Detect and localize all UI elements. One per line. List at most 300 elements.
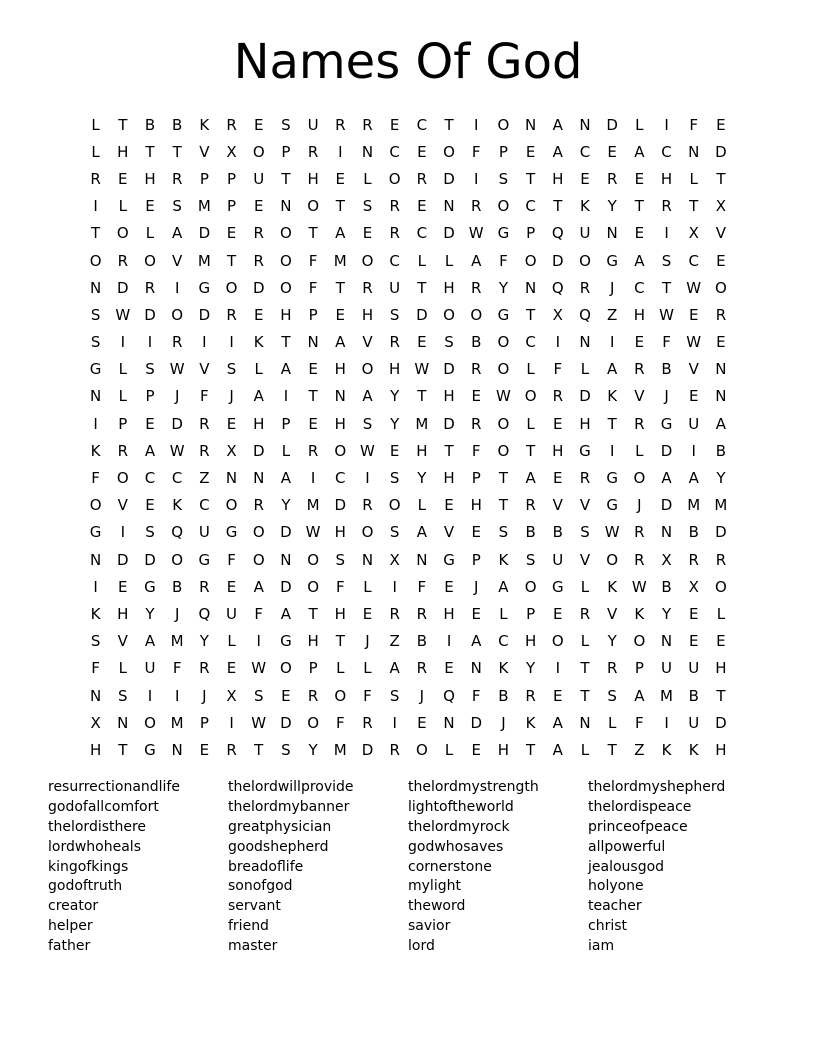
- grid-letter: V: [199, 142, 210, 161]
- grid-letter: T: [118, 115, 128, 134]
- grid-letter: R: [335, 115, 346, 134]
- grid-letter: V: [715, 224, 727, 243]
- grid-letter: A: [634, 251, 645, 270]
- grid-letter: R: [307, 142, 319, 161]
- grid-letter: N: [715, 387, 727, 406]
- grid-letter: L: [227, 632, 236, 651]
- grid-letter: N: [307, 333, 319, 352]
- grid-letter: L: [91, 115, 100, 134]
- grid-letter: Y: [417, 469, 427, 488]
- grid-letter: T: [634, 197, 644, 216]
- grid-letter: S: [281, 740, 291, 759]
- grid-letter: F: [254, 604, 264, 623]
- grid-letter: L: [716, 604, 726, 623]
- grid-letter: F: [471, 686, 481, 705]
- grid-letter: A: [280, 604, 292, 623]
- grid-letter: A: [688, 469, 699, 488]
- word-list-item: helper: [48, 918, 93, 935]
- grid-letter: T: [335, 278, 345, 297]
- grid-letter: O: [497, 360, 510, 379]
- grid-letter: W: [251, 659, 267, 678]
- grid-letter: T: [607, 740, 617, 759]
- grid-letter: H: [524, 632, 537, 651]
- grid-letter: R: [90, 169, 101, 188]
- grid-letter: R: [117, 441, 128, 460]
- grid-letter: D: [443, 414, 455, 433]
- grid-letter: E: [716, 333, 726, 352]
- grid-letter: H: [579, 414, 591, 433]
- grid-letter: E: [118, 577, 128, 596]
- grid-letter: O: [89, 251, 102, 270]
- grid-letter: Q: [198, 604, 211, 623]
- grid-letter: E: [688, 632, 699, 651]
- grid-letter: H: [443, 604, 455, 623]
- grid-letter: D: [416, 305, 428, 324]
- grid-letter: C: [389, 251, 400, 270]
- grid-letter: R: [199, 414, 210, 433]
- word-list-item: thelordmyshepherd: [588, 779, 726, 795]
- word-list-item: sonofgod: [228, 878, 293, 895]
- grid-letter: B: [688, 686, 699, 705]
- grid-letter: A: [144, 441, 156, 460]
- grid-letter: R: [199, 441, 210, 460]
- grid-letter: R: [307, 441, 319, 460]
- grid-letter: E: [417, 713, 427, 732]
- grid-letter: S: [389, 523, 400, 542]
- grid-letter: W: [169, 360, 185, 379]
- grid-letter: O: [280, 251, 292, 270]
- grid-letter: D: [280, 713, 292, 732]
- grid-letter: O: [524, 251, 537, 270]
- grid-letter: F: [335, 577, 345, 596]
- word-list-item: cornerstone: [408, 858, 492, 875]
- grid-letter: J: [664, 387, 669, 406]
- grid-letter: I: [365, 469, 370, 488]
- grid-letter: O: [252, 550, 265, 569]
- grid-letter: S: [525, 550, 536, 569]
- grid-letter: X: [661, 550, 672, 569]
- grid-letter: R: [416, 169, 428, 188]
- grid-letter: E: [634, 333, 645, 352]
- grid-letter: N: [606, 224, 618, 243]
- grid-letter: G: [660, 414, 673, 433]
- grid-letter: N: [579, 115, 591, 134]
- grid-letter: E: [716, 632, 726, 651]
- grid-letter: R: [688, 550, 699, 569]
- grid-letter: S: [661, 251, 672, 270]
- grid-letter: E: [335, 305, 346, 324]
- grid-letter: T: [526, 740, 536, 759]
- grid-letter: E: [444, 577, 454, 596]
- grid-letter: E: [362, 224, 373, 243]
- grid-letter: H: [89, 740, 102, 759]
- grid-letter: P: [227, 197, 237, 216]
- grid-letter: V: [443, 523, 455, 542]
- grid-letter: T: [580, 686, 590, 705]
- grid-letter: O: [280, 278, 292, 297]
- grid-letter: A: [362, 387, 373, 406]
- grid-letter: H: [389, 360, 401, 379]
- grid-letter: C: [661, 142, 672, 161]
- grid-letter: K: [661, 740, 672, 759]
- grid-letter: P: [308, 659, 318, 678]
- grid-letter: R: [199, 659, 210, 678]
- grid-letter: K: [199, 115, 210, 134]
- grid-letter: H: [334, 360, 346, 379]
- grid-letter: D: [144, 550, 156, 569]
- grid-letter: A: [280, 469, 292, 488]
- grid-letter: G: [606, 469, 618, 488]
- grid-letter: T: [254, 740, 264, 759]
- grid-letter: B: [688, 523, 699, 542]
- grid-letter: T: [281, 169, 291, 188]
- grid-letter: L: [118, 360, 127, 379]
- grid-letter: W: [659, 305, 674, 324]
- grid-letter: H: [280, 305, 292, 324]
- grid-letter: J: [174, 604, 180, 623]
- grid-letter: R: [253, 224, 264, 243]
- grid-letter: D: [361, 740, 374, 759]
- grid-letter: R: [253, 251, 264, 270]
- grid-letter: E: [417, 333, 427, 352]
- grid-letter: L: [635, 441, 644, 460]
- grid-letter: P: [199, 713, 209, 732]
- word-column: [48, 778, 228, 957]
- grid-letter: X: [688, 224, 699, 243]
- grid-letter: G: [606, 251, 618, 270]
- grid-letter: A: [335, 333, 346, 352]
- grid-letter: D: [606, 115, 618, 134]
- grid-letter: N: [688, 142, 700, 161]
- grid-letter: D: [334, 496, 347, 515]
- grid-letter: K: [253, 333, 264, 352]
- grid-letter: A: [389, 659, 400, 678]
- grid-letter: Z: [634, 740, 645, 759]
- grid-letter: I: [555, 333, 560, 352]
- grid-letter: U: [144, 659, 156, 678]
- word-list-item: jealousgod: [588, 858, 665, 875]
- grid-letter: F: [200, 387, 209, 406]
- word-list-item: lightoftheworld: [408, 798, 514, 815]
- grid-letter: K: [525, 713, 536, 732]
- word-list-item: princeofpeace: [588, 818, 688, 835]
- page-title: Names Of God: [233, 34, 583, 90]
- grid-letter: A: [552, 142, 563, 161]
- grid-letter: O: [144, 713, 156, 732]
- grid-letter: T: [716, 169, 726, 188]
- grid-letter: K: [498, 550, 509, 569]
- grid-letter: I: [664, 224, 669, 243]
- word-column: [588, 778, 768, 957]
- grid-letter: E: [226, 224, 237, 243]
- grid-letter: V: [172, 251, 183, 270]
- grid-letter: J: [609, 278, 615, 297]
- grid-letter: D: [443, 169, 455, 188]
- grid-letter: O: [606, 550, 619, 569]
- grid-letter: T: [444, 115, 454, 134]
- grid-letter: D: [252, 278, 265, 297]
- grid-letter: B: [471, 333, 482, 352]
- grid-letter: I: [283, 387, 289, 406]
- grid-letter: N: [443, 713, 455, 732]
- grid-letter: K: [90, 441, 101, 460]
- grid-letter: H: [334, 523, 346, 542]
- grid-letter: D: [171, 414, 183, 433]
- grid-letter: P: [498, 142, 508, 161]
- grid-letter: H: [307, 169, 319, 188]
- grid-letter: K: [498, 659, 509, 678]
- grid-letter: A: [172, 224, 183, 243]
- grid-letter: E: [226, 414, 237, 433]
- word-list-item: allpowerful: [588, 838, 666, 855]
- grid-letter: R: [525, 686, 536, 705]
- grid-letter: H: [470, 496, 482, 515]
- grid-letter: D: [443, 224, 455, 243]
- word-list-item: theword: [408, 898, 466, 915]
- word-column: [228, 778, 408, 957]
- grid-letter: L: [281, 441, 291, 460]
- grid-letter: J: [501, 713, 506, 732]
- grid-letter: R: [416, 604, 428, 623]
- grid-letter: D: [660, 496, 673, 515]
- grid-letter: D: [280, 523, 292, 542]
- grid-letter: R: [362, 496, 373, 515]
- grid-letter: R: [634, 360, 645, 379]
- grid-letter: I: [446, 632, 452, 651]
- grid-letter: F: [308, 251, 318, 270]
- grid-letter: T: [526, 441, 536, 460]
- grid-letter: T: [689, 197, 699, 216]
- grid-letter: Y: [308, 740, 318, 759]
- grid-letter: R: [579, 469, 591, 488]
- grid-letter: U: [688, 659, 700, 678]
- grid-letter: I: [691, 441, 696, 460]
- grid-letter: O: [361, 360, 374, 379]
- grid-letter: G: [144, 577, 156, 596]
- grid-letter: W: [631, 577, 647, 596]
- grid-letter: T: [308, 387, 318, 406]
- grid-letter: S: [389, 469, 400, 488]
- grid-letter: T: [661, 278, 672, 297]
- grid-letter: O: [497, 441, 510, 460]
- grid-letter: O: [388, 169, 401, 188]
- grid-letter: F: [91, 469, 100, 488]
- grid-letter: A: [634, 142, 645, 161]
- grid-letter: A: [280, 360, 292, 379]
- grid-letter: G: [89, 523, 102, 542]
- word-list-item: greatphysician: [228, 818, 332, 835]
- grid-letter: P: [281, 414, 291, 433]
- grid-letter: N: [715, 360, 727, 379]
- grid-letter: N: [253, 469, 265, 488]
- grid-letter: M: [660, 686, 673, 705]
- grid-letter: T: [417, 278, 427, 297]
- word-list-item: resurrectionandlife: [48, 779, 180, 795]
- grid-letter: M: [197, 251, 211, 270]
- grid-letter: C: [579, 142, 591, 161]
- grid-letter: L: [444, 251, 454, 270]
- grid-letter: N: [89, 686, 102, 705]
- grid-letter: O: [633, 469, 646, 488]
- grid-letter: A: [715, 414, 727, 433]
- word-list-item: lord: [408, 938, 435, 955]
- word-list-item: master: [228, 938, 278, 955]
- grid-letter: E: [199, 740, 210, 759]
- grid-letter: O: [443, 142, 455, 161]
- grid-letter: S: [226, 360, 237, 379]
- word-list-item: thelordmybanner: [228, 798, 350, 815]
- grid-letter: O: [443, 305, 455, 324]
- grid-letter: R: [715, 550, 727, 569]
- grid-letter: N: [171, 740, 183, 759]
- grid-letter: K: [607, 387, 618, 406]
- grid-letter: R: [389, 197, 400, 216]
- grid-letter: H: [416, 441, 428, 460]
- grid-letter: S: [145, 360, 155, 379]
- grid-letter: L: [417, 496, 427, 515]
- grid-letter: Y: [390, 414, 400, 433]
- grid-letter: T: [308, 604, 318, 623]
- grid-letter: H: [334, 414, 346, 433]
- grid-letter: K: [607, 577, 618, 596]
- grid-letter: F: [635, 713, 644, 732]
- grid-letter: E: [253, 197, 264, 216]
- word-list-item: thelordmystrength: [408, 779, 539, 795]
- grid-letter: I: [174, 278, 180, 297]
- grid-letter: P: [526, 604, 536, 623]
- grid-letter: F: [91, 659, 100, 678]
- word-list-item: creator: [48, 898, 99, 915]
- grid-letter: P: [281, 142, 291, 161]
- grid-letter: V: [579, 550, 591, 569]
- word-list-item: christ: [588, 918, 627, 935]
- grid-letter: W: [495, 387, 511, 406]
- grid-letter: T: [145, 142, 155, 161]
- grid-letter: I: [555, 659, 560, 678]
- grid-letter: N: [660, 523, 673, 542]
- grid-letter: E: [145, 496, 155, 515]
- grid-letter: W: [251, 713, 267, 732]
- grid-letter: I: [93, 197, 98, 216]
- grid-letter: S: [145, 523, 155, 542]
- grid-letter: F: [471, 441, 481, 460]
- grid-letter: T: [444, 441, 454, 460]
- grid-letter: E: [118, 169, 128, 188]
- grid-letter: C: [634, 278, 645, 297]
- grid-letter: S: [90, 632, 101, 651]
- grid-letter: N: [117, 713, 129, 732]
- grid-letter: D: [198, 305, 211, 324]
- grid-letter: R: [552, 387, 563, 406]
- grid-letter: O: [497, 115, 510, 134]
- grid-letter: U: [307, 115, 319, 134]
- grid-letter: E: [553, 469, 563, 488]
- grid-letter: S: [172, 197, 182, 216]
- grid-letter: A: [144, 632, 156, 651]
- grid-letter: W: [305, 523, 321, 542]
- grid-letter: E: [253, 115, 264, 134]
- grid-letter: B: [498, 686, 509, 705]
- grid-letter: M: [687, 496, 701, 515]
- grid-letter: S: [118, 686, 128, 705]
- grid-letter: C: [416, 224, 428, 243]
- grid-letter: W: [468, 224, 484, 243]
- grid-letter: S: [498, 169, 509, 188]
- grid-letter: Y: [526, 659, 536, 678]
- grid-letter: D: [198, 224, 211, 243]
- grid-letter: L: [336, 659, 345, 678]
- grid-letter: H: [443, 278, 455, 297]
- grid-letter: I: [256, 632, 261, 651]
- grid-letter: H: [361, 305, 374, 324]
- grid-letter: L: [145, 224, 155, 243]
- grid-letter: M: [306, 496, 320, 515]
- grid-letter: R: [307, 686, 319, 705]
- grid-letter: O: [116, 469, 129, 488]
- grid-letter: D: [280, 577, 292, 596]
- grid-letter: A: [253, 387, 264, 406]
- grid-letter: C: [199, 496, 210, 515]
- grid-letter: Y: [498, 278, 508, 297]
- grid-letter: D: [660, 441, 673, 460]
- grid-letter: G: [497, 305, 510, 324]
- grid-letter: F: [471, 142, 481, 161]
- grid-letter: L: [118, 387, 127, 406]
- grid-letter: I: [392, 713, 397, 732]
- grid-letter: O: [497, 333, 510, 352]
- grid-letter: Y: [661, 604, 672, 623]
- grid-letter: A: [498, 577, 509, 596]
- grid-letter: N: [416, 550, 428, 569]
- grid-letter: E: [308, 414, 318, 433]
- grid-letter: K: [172, 496, 183, 515]
- grid-letter: D: [470, 713, 482, 732]
- grid-letter: E: [417, 142, 427, 161]
- grid-letter: Z: [607, 305, 618, 324]
- grid-letter: T: [308, 224, 318, 243]
- grid-letter: I: [120, 523, 125, 542]
- grid-letter: H: [715, 659, 727, 678]
- grid-letter: Z: [389, 632, 400, 651]
- grid-letter: I: [664, 713, 669, 732]
- grid-letter: O: [497, 197, 510, 216]
- grid-letter: O: [524, 577, 537, 596]
- grid-letter: R: [525, 496, 536, 515]
- grid-letter: J: [419, 686, 425, 705]
- grid-letter: H: [307, 632, 319, 651]
- grid-letter: L: [580, 360, 590, 379]
- grid-letter: B: [552, 523, 563, 542]
- grid-letter: R: [471, 197, 482, 216]
- grid-letter: L: [607, 713, 617, 732]
- grid-letter: V: [552, 496, 563, 515]
- grid-letter: S: [444, 333, 454, 352]
- grid-letter: N: [89, 387, 102, 406]
- grid-letter: Q: [551, 278, 564, 297]
- grid-letter: R: [362, 713, 373, 732]
- grid-letter: E: [308, 360, 318, 379]
- grid-letter: E: [553, 414, 563, 433]
- grid-letter: S: [580, 523, 590, 542]
- grid-letter: Y: [607, 632, 617, 651]
- grid-letter: N: [334, 387, 346, 406]
- grid-letter: E: [145, 197, 155, 216]
- grid-letter: M: [170, 632, 184, 651]
- grid-letter: T: [526, 305, 536, 324]
- grid-letter: A: [552, 115, 563, 134]
- grid-letter: L: [580, 577, 590, 596]
- grid-letter: I: [147, 686, 153, 705]
